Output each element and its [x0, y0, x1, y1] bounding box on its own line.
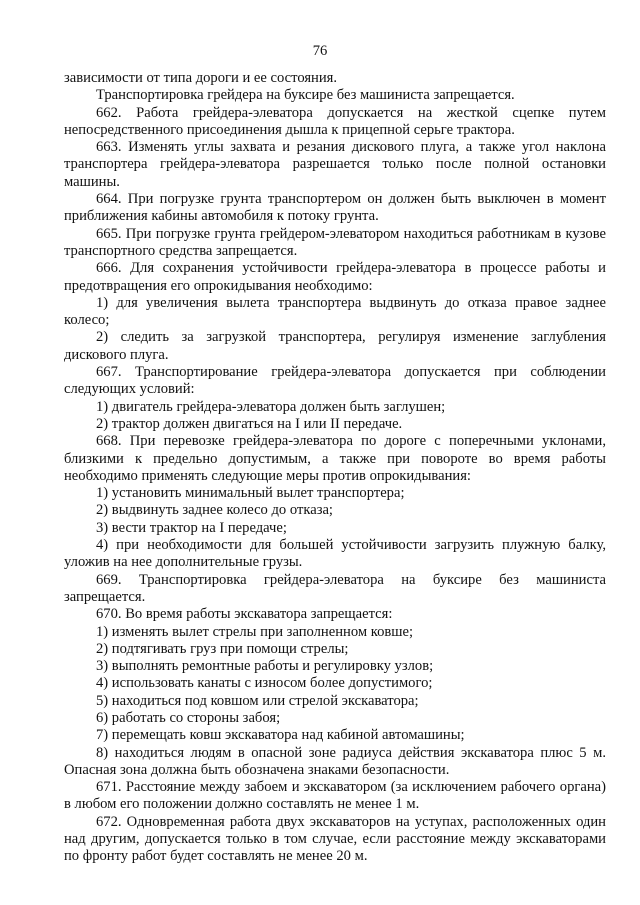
paragraph: 662. Работа грейдера-элеватора допускается на жесткой сцепке путем непосредственного присоединения дышла к прицепной серьге трактора. — [64, 104, 606, 138]
paragraph: Транспортировка грейдера на буксире без машиниста запрещается. — [96, 87, 515, 104]
paragraph: 664. При погрузке грунта транспортером он должен быть выключен в момент приближения кабины автомобиля к потоку грунта. — [64, 191, 606, 225]
paragraph: 671. Расстояние между забоем и экскаватором (за исключением рабочего органа) в любом его положении должно составлять не менее 1 м. — [64, 779, 606, 813]
paragraph: 667. Транспортирование грейдера-элеватора допускается при соблюдении следующих условий: — [64, 364, 606, 398]
list-item: 1) установить минимальный вылет транспортера; — [96, 485, 405, 502]
paragraph: 670. Во время работы экскаватора запрещается: — [96, 606, 393, 623]
paragraph: 669. Транспортировка грейдера-элеватора на буксире без машиниста запрещается. — [64, 571, 606, 605]
list-item: 2) трактор должен двигаться на I или II передаче. — [96, 415, 403, 432]
paragraph: 665. При погрузке грунта грейдером-элеватором находиться работникам в кузове транспортного средства запрещается. — [64, 225, 606, 259]
list-item: 5) находиться под ковшом или стрелой экскаватора; — [96, 692, 419, 709]
document-body — [64, 70, 606, 866]
paragraph: зависимости от типа дороги и ее состояния. — [64, 70, 338, 86]
list-item: 6) работать со стороны забоя; — [96, 709, 281, 726]
list-item: 2) выдвинуть заднее колесо до отказа; — [96, 502, 333, 519]
list-item: 3) выполнять ремонтные работы и регулировку узлов; — [96, 658, 434, 675]
list-item: 1) двигатель грейдера-элеватора должен быть заглушен; — [96, 398, 446, 415]
list-item: 2) подтягивать груз при помощи стрелы; — [96, 640, 349, 657]
list-item: 1) для увеличения вылета транспортера выдвинуть до отказа правое заднее колесо; — [64, 294, 606, 329]
list-item: 2) следить за загрузкой транспортера, регулируя изменение заглубления дискового плуга. — [64, 329, 606, 363]
list-item: 8) находиться людям в опасной зоне радиуса действия экскаватора плюс 5 м. Опасная зона должна быть обозначена знаками безопасности. — [64, 744, 606, 778]
list-item: 7) перемещать ковш экскаватора над кабиной автомашины; — [96, 727, 465, 744]
list-item: 4) использовать канаты с износом более допустимого; — [96, 675, 433, 692]
list-item: 4) при необходимости для большей устойчивости загрузить плужную балку, уложив на нее дополнительные грузы. — [64, 537, 606, 571]
paragraph: 666. Для сохранения устойчивости грейдера-элеватора в процессе работы и предотвращения его опрокидывания необходимо: — [64, 260, 606, 294]
paragraph: 672. Одновременная работа двух экскаваторов на уступах, расположенных один над другим, допускается только в том случае, если расстояние между экскаваторами по фронту работ будет составлять не менее 20 м. — [64, 813, 606, 865]
paragraph: 663. Изменять углы захвата и резания дискового плуга, а также угол наклона транспортера грейдера-элеватора разрешается только после полной остановки машины. — [64, 139, 606, 190]
paragraph: 668. При перевозке грейдера-элеватора по дороге с поперечными уклонами, близкими к предельно допустимым, а также при повороте во время работы необходимо применять следующие меры против опрокидывания: — [64, 433, 606, 484]
list-item: 1) изменять вылет стрелы при заполненном ковше; — [96, 623, 414, 640]
list-item: 3) вести трактор на I передаче; — [96, 519, 287, 536]
page-number: 76 — [312, 43, 328, 59]
